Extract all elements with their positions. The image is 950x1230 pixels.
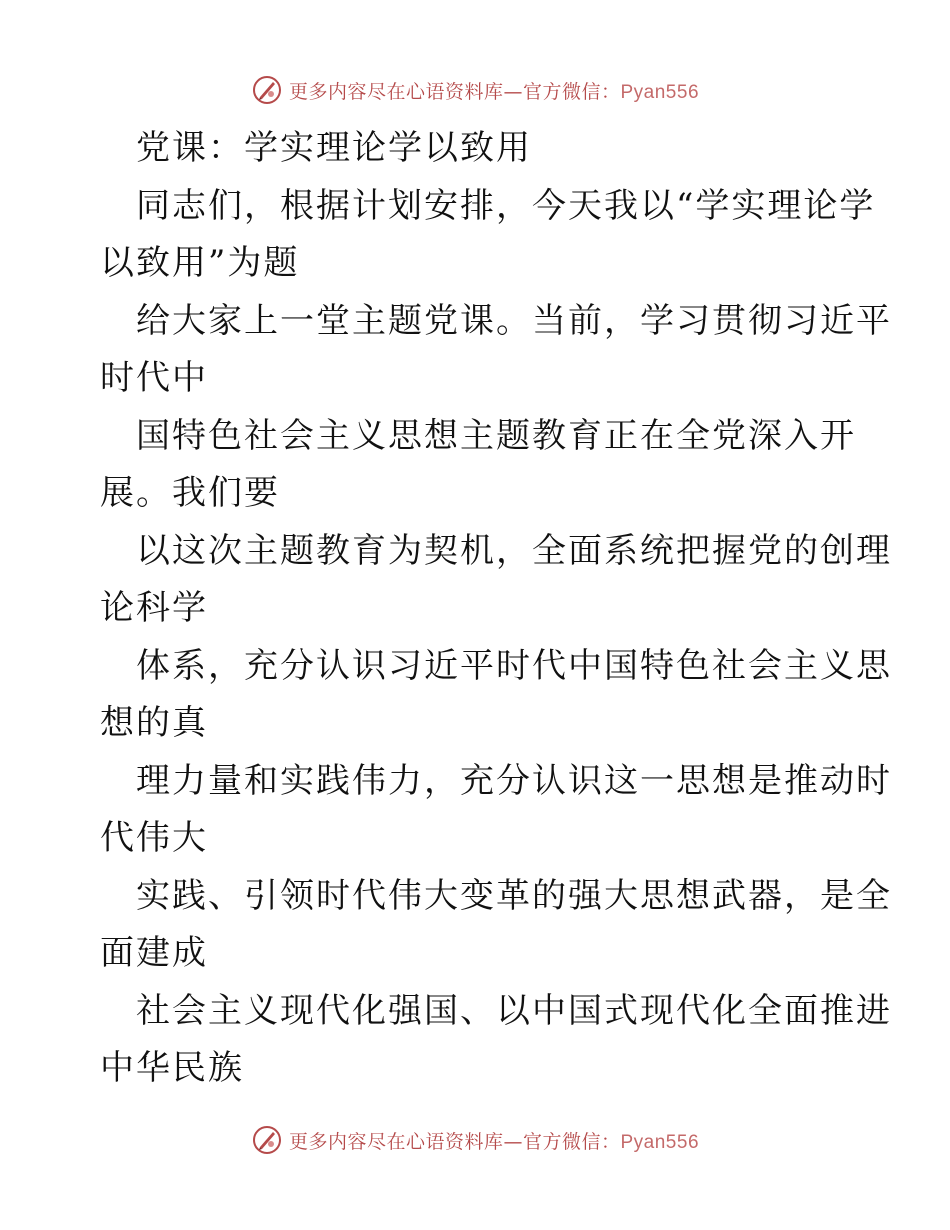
watermark-text — [289, 1127, 699, 1154]
document-line: 给大家上一堂主题党课。当前，学习贯彻习近平 — [136, 300, 892, 341]
document-line: 体系，充分认识习近平时代中国特色社会主义思 — [136, 645, 892, 686]
watermark-wechat-label: 官方微信： — [522, 1130, 621, 1153]
watermark-prefix: 更多内容尽在心语资料库 — [288, 80, 504, 103]
document-line: 实践、引领时代伟大变革的强大思想武器，是全 — [136, 875, 892, 916]
watermark-handle: Pyan556 — [620, 1131, 700, 1153]
quill-logo-icon — [251, 74, 283, 106]
document-line: 中华民族 — [100, 1048, 244, 1088]
footer-watermark-banner — [0, 1120, 950, 1160]
document-line: 社会主义现代化强国、以中国式现代化全面推进 — [136, 990, 892, 1031]
document-line: 面建成 — [100, 933, 208, 973]
document-line: 代伟大 — [100, 818, 208, 858]
document-body — [100, 120, 892, 1098]
document-line: 想的真 — [100, 703, 208, 743]
document-line: 同志们，根据计划安排，今天我以“学实理论学 — [136, 185, 876, 226]
watermark-text — [289, 77, 699, 104]
watermark-dash: — — [503, 80, 523, 103]
document-line: 理力量和实践伟力，充分认识这一思想是推动时 — [136, 760, 892, 801]
document-line: 以致用”为题 — [100, 243, 300, 283]
header-watermark-banner — [0, 70, 950, 110]
document-line: 时代中 — [100, 358, 208, 398]
watermark-prefix: 更多内容尽在心语资料库 — [288, 1130, 504, 1153]
document-line: 展。我们要 — [100, 473, 280, 513]
watermark-dash: — — [503, 1130, 523, 1153]
document-line: 国特色社会主义思想主题教育正在全党深入开 — [136, 415, 856, 456]
watermark-handle: Pyan556 — [620, 81, 700, 103]
document-line: 党课：学实理论学以致用 — [136, 128, 532, 168]
watermark-wechat-label: 官方微信： — [522, 80, 621, 103]
quill-logo-icon — [251, 1124, 283, 1156]
document-line: 以这次主题教育为契机，全面系统把握党的创理 — [136, 530, 892, 571]
document-line: 论科学 — [100, 588, 208, 628]
